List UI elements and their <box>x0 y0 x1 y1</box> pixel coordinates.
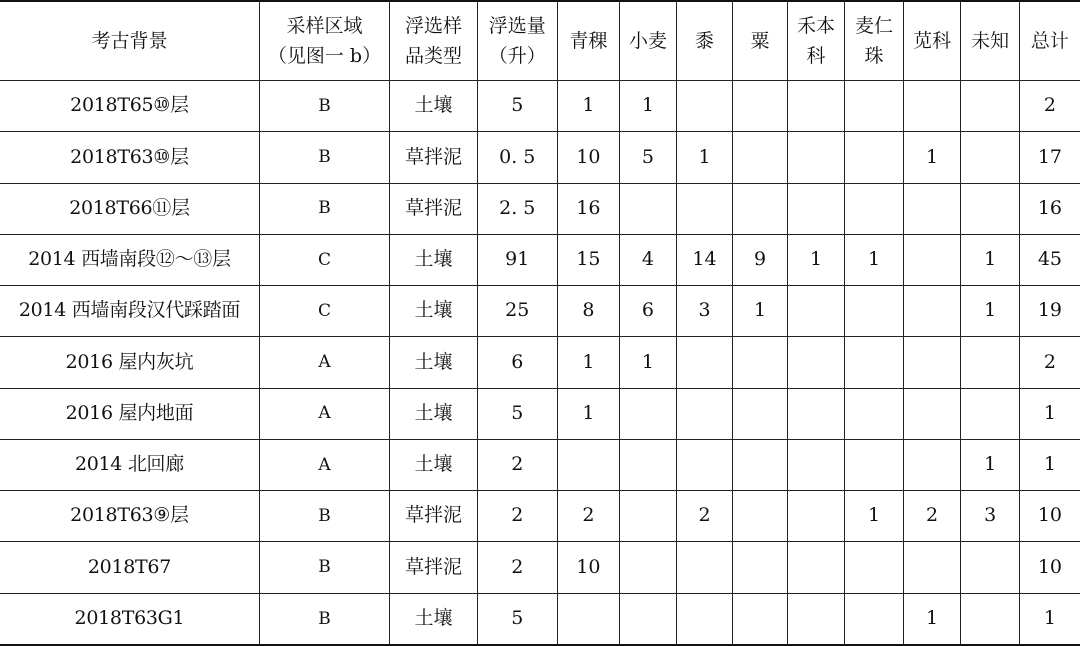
header-volume-line2: （升） <box>488 45 546 67</box>
cell-qingke: 16 <box>557 183 620 234</box>
header-context <box>0 1 259 81</box>
cell-amaranthaceae <box>903 234 961 285</box>
cell-jobs-tears <box>845 542 904 593</box>
cell-volume: 5 <box>477 388 557 439</box>
header-broomcorn-millet <box>676 1 733 81</box>
cell-poaceae <box>787 337 845 388</box>
header-sample-type-line1: 浮选样 <box>404 14 462 37</box>
cell-sample-type: 土壤 <box>390 337 478 388</box>
header-poaceae <box>787 1 845 81</box>
cell-amaranthaceae <box>903 81 961 132</box>
cell-total: 45 <box>1019 234 1080 285</box>
header-sample-type-line2: 品类型 <box>404 45 462 67</box>
cell-wheat <box>620 183 677 234</box>
cell-jobs-tears <box>845 439 904 490</box>
cell-region: A <box>259 388 389 439</box>
table-row <box>0 491 1080 542</box>
cell-jobs-tears <box>845 388 904 439</box>
cell-qingke: 10 <box>557 542 620 593</box>
cell-unknown <box>961 337 1020 388</box>
cell-poaceae <box>787 286 845 337</box>
cell-volume: 25 <box>477 286 557 337</box>
cell-poaceae <box>787 439 845 490</box>
header-region-line1: 采样区域 <box>286 14 363 37</box>
cell-context: 2016 屋内灰坑 <box>0 337 259 388</box>
cell-unknown <box>961 132 1020 183</box>
cell-foxtail-millet <box>733 439 788 490</box>
header-volume-line1: 浮选量 <box>488 14 546 37</box>
cell-wheat <box>620 491 677 542</box>
cell-region: B <box>259 542 389 593</box>
cell-total: 10 <box>1019 542 1080 593</box>
cell-volume: 2. 5 <box>477 183 557 234</box>
cell-wheat <box>620 388 677 439</box>
cell-amaranthaceae: 2 <box>903 491 961 542</box>
table-row <box>0 388 1080 439</box>
header-volume <box>477 1 557 81</box>
cell-context: 2014 北回廊 <box>0 439 259 490</box>
cell-amaranthaceae <box>903 286 961 337</box>
cell-unknown <box>961 388 1020 439</box>
header-total <box>1019 1 1080 81</box>
cell-amaranthaceae <box>903 542 961 593</box>
cell-unknown <box>961 81 1020 132</box>
cell-wheat <box>620 439 677 490</box>
table-row <box>0 593 1080 645</box>
cell-jobs-tears: 1 <box>845 491 904 542</box>
cell-volume: 5 <box>477 593 557 645</box>
cell-broomcorn-millet <box>676 439 733 490</box>
header-wheat-label: 小麦 <box>628 29 667 52</box>
cell-sample-type: 土壤 <box>390 286 478 337</box>
cell-amaranthaceae <box>903 388 961 439</box>
cell-broomcorn-millet <box>676 183 733 234</box>
cell-broomcorn-millet: 14 <box>676 234 733 285</box>
cell-broomcorn-millet <box>676 337 733 388</box>
cell-qingke: 10 <box>557 132 620 183</box>
cell-volume: 5 <box>477 81 557 132</box>
header-jobs-tears <box>845 1 904 81</box>
header-region <box>259 1 389 81</box>
cell-qingke: 15 <box>557 234 620 285</box>
header-jobs-tears-line2: 珠 <box>864 45 884 67</box>
cell-volume: 2 <box>477 491 557 542</box>
cell-context: 2018T63⑩层 <box>0 132 259 183</box>
cell-region: A <box>259 439 389 490</box>
cell-amaranthaceae <box>903 439 961 490</box>
cell-qingke <box>557 439 620 490</box>
cell-total: 10 <box>1019 491 1080 542</box>
cell-foxtail-millet <box>733 183 788 234</box>
cell-unknown: 1 <box>961 439 1020 490</box>
header-row <box>0 1 1080 81</box>
header-foxtail-millet-label: 粟 <box>750 29 770 52</box>
cell-poaceae <box>787 491 845 542</box>
cell-sample-type: 土壤 <box>390 388 478 439</box>
cell-context: 2018T67 <box>0 542 259 593</box>
cell-foxtail-millet <box>733 491 788 542</box>
table-row <box>0 81 1080 132</box>
cell-wheat: 5 <box>620 132 677 183</box>
cell-poaceae <box>787 81 845 132</box>
cell-volume: 2 <box>477 542 557 593</box>
cell-qingke <box>557 593 620 645</box>
cell-context: 2014 西墙南段⑫～⑬层 <box>0 234 259 285</box>
cell-total: 17 <box>1019 132 1080 183</box>
cell-jobs-tears <box>845 337 904 388</box>
header-poaceae-line1: 禾本 <box>797 14 836 37</box>
cell-context: 2018T63G1 <box>0 593 259 645</box>
header-broomcorn-millet-label: 黍 <box>694 29 714 52</box>
cell-sample-type: 草拌泥 <box>390 183 478 234</box>
header-context-label: 考古背景 <box>91 29 168 52</box>
cell-total: 1 <box>1019 388 1080 439</box>
cell-total: 19 <box>1019 286 1080 337</box>
cell-poaceae: 1 <box>787 234 845 285</box>
cell-total: 1 <box>1019 593 1080 645</box>
table-row <box>0 286 1080 337</box>
table-row <box>0 234 1080 285</box>
cell-region: B <box>259 593 389 645</box>
cell-foxtail-millet <box>733 81 788 132</box>
cell-foxtail-millet <box>733 388 788 439</box>
header-poaceae-line2: 科 <box>806 45 826 67</box>
header-unknown-label: 未知 <box>971 29 1010 52</box>
cell-jobs-tears <box>845 593 904 645</box>
cell-amaranthaceae <box>903 183 961 234</box>
cell-amaranthaceae: 1 <box>903 132 961 183</box>
header-amaranthaceae <box>903 1 961 81</box>
cell-sample-type: 草拌泥 <box>390 491 478 542</box>
cell-foxtail-millet <box>733 542 788 593</box>
cell-broomcorn-millet <box>676 81 733 132</box>
cell-broomcorn-millet <box>676 542 733 593</box>
header-jobs-tears-line1: 麦仁 <box>855 14 894 37</box>
cell-region: A <box>259 337 389 388</box>
cell-poaceae <box>787 593 845 645</box>
cell-foxtail-millet <box>733 132 788 183</box>
cell-unknown <box>961 542 1020 593</box>
cell-broomcorn-millet: 1 <box>676 132 733 183</box>
cell-poaceae <box>787 388 845 439</box>
cell-sample-type: 土壤 <box>390 81 478 132</box>
header-total-label: 总计 <box>1030 29 1069 52</box>
cell-region: C <box>259 286 389 337</box>
cell-context: 2014 西墙南段汉代踩踏面 <box>0 286 259 337</box>
cell-total: 2 <box>1019 81 1080 132</box>
header-qingke-label: 青稞 <box>569 29 608 52</box>
cell-region: C <box>259 234 389 285</box>
cell-sample-type: 土壤 <box>390 593 478 645</box>
cell-broomcorn-millet: 2 <box>676 491 733 542</box>
cell-unknown <box>961 183 1020 234</box>
cell-poaceae <box>787 183 845 234</box>
cell-volume: 2 <box>477 439 557 490</box>
table-row <box>0 542 1080 593</box>
cell-foxtail-millet <box>733 337 788 388</box>
header-region-line2: （见图一 b） <box>267 45 382 67</box>
cell-wheat <box>620 542 677 593</box>
cell-broomcorn-millet <box>676 593 733 645</box>
cell-context: 2018T65⑩层 <box>0 81 259 132</box>
cell-broomcorn-millet: 3 <box>676 286 733 337</box>
cell-jobs-tears <box>845 132 904 183</box>
table-row <box>0 183 1080 234</box>
cell-unknown <box>961 593 1020 645</box>
cell-foxtail-millet: 9 <box>733 234 788 285</box>
cell-poaceae <box>787 542 845 593</box>
cell-total: 2 <box>1019 337 1080 388</box>
cell-poaceae <box>787 132 845 183</box>
cell-foxtail-millet <box>733 593 788 645</box>
cell-unknown: 1 <box>961 286 1020 337</box>
cell-amaranthaceae: 1 <box>903 593 961 645</box>
table-body <box>0 81 1080 646</box>
cell-context: 2016 屋内地面 <box>0 388 259 439</box>
cell-region: B <box>259 81 389 132</box>
cell-total: 16 <box>1019 183 1080 234</box>
cell-unknown: 3 <box>961 491 1020 542</box>
cell-sample-type: 草拌泥 <box>390 542 478 593</box>
header-unknown <box>961 1 1020 81</box>
cell-region: B <box>259 183 389 234</box>
cell-total: 1 <box>1019 439 1080 490</box>
table-row <box>0 439 1080 490</box>
header-sample-type <box>390 1 478 81</box>
cell-wheat <box>620 593 677 645</box>
cell-wheat: 1 <box>620 81 677 132</box>
cell-jobs-tears <box>845 183 904 234</box>
cell-qingke: 1 <box>557 388 620 439</box>
cell-context: 2018T66⑪层 <box>0 183 259 234</box>
cell-qingke: 1 <box>557 337 620 388</box>
cell-jobs-tears <box>845 81 904 132</box>
header-foxtail-millet <box>733 1 788 81</box>
table-row <box>0 132 1080 183</box>
cell-volume: 91 <box>477 234 557 285</box>
cell-volume: 0. 5 <box>477 132 557 183</box>
cell-wheat: 1 <box>620 337 677 388</box>
cell-qingke: 1 <box>557 81 620 132</box>
cell-jobs-tears <box>845 286 904 337</box>
cell-sample-type: 土壤 <box>390 439 478 490</box>
header-wheat <box>620 1 677 81</box>
cell-amaranthaceae <box>903 337 961 388</box>
cell-broomcorn-millet <box>676 388 733 439</box>
cell-region: B <box>259 132 389 183</box>
cell-wheat: 4 <box>620 234 677 285</box>
cell-qingke: 8 <box>557 286 620 337</box>
cell-sample-type: 草拌泥 <box>390 132 478 183</box>
cell-foxtail-millet: 1 <box>733 286 788 337</box>
cell-qingke: 2 <box>557 491 620 542</box>
header-qingke <box>557 1 620 81</box>
cell-region: B <box>259 491 389 542</box>
cell-sample-type: 土壤 <box>390 234 478 285</box>
header-amaranthaceae-label: 苋科 <box>913 29 952 52</box>
cell-context: 2018T63⑨层 <box>0 491 259 542</box>
cell-unknown: 1 <box>961 234 1020 285</box>
table-row <box>0 337 1080 388</box>
cell-wheat: 6 <box>620 286 677 337</box>
cell-volume: 6 <box>477 337 557 388</box>
cell-jobs-tears: 1 <box>845 234 904 285</box>
